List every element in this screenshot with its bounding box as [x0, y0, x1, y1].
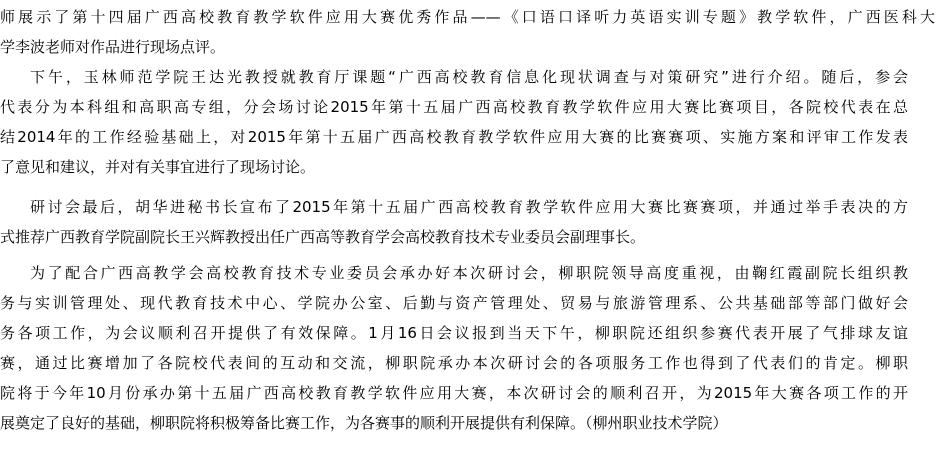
- paragraph-line: 务各项工作，为会议顺利召开提供了有效保障。1月16日会议报到当天下午，柳职院还组织参赛代表开展了气排球友谊: [0, 324, 908, 342]
- paragraph-line: 下午，玉林师范学院王达光教授就教育厅课题“广西高校教育信息化现状调查与对策研究”进行介绍。随后，参会: [30, 68, 908, 86]
- paragraph-line: 结2014年的工作经验基础上，对2015年第十五届广西高校教育教学软件应用大赛的比赛赛项、实施方案和评审工作发表: [0, 128, 908, 146]
- paragraph-line: 式推荐广西教育学院副院长王兴辉教授出任广西高等教育学会高校教育技术专业委员会副理事长。: [0, 228, 646, 246]
- paragraph-line: 了意见和建议，并对有关事宜进行了现场讨论。: [0, 158, 316, 176]
- paragraph-line: 师展示了第十四届广西高校教育教学软件应用大赛优秀作品——《口语口译听力英语实训专题》教学软件，广西医科大: [0, 8, 935, 26]
- paragraph-line: 务与实训管理处、现代教育技术中心、学院办公室、后勤与资产管理处、贸易与旅游管理系、公共基础部等部门做好会: [0, 294, 908, 312]
- paragraph-line: 展奠定了良好的基础，柳职院将积极筹备比赛工作，为各赛事的顺利开展提供有利保障。（柳州职业技术学院）: [0, 414, 728, 432]
- paragraph-line: 为了配合广西高教学会高校教育技术专业委员会承办好本次研讨会，柳职院领导高度重视，由鞠红霞副院长组织教: [30, 264, 908, 282]
- paragraph-line: 院将于今年10月份承办第十五届广西高校教育教学软件应用大赛，本次研讨会的顺利召开，为2015年大赛各项工作的开: [0, 384, 908, 402]
- paragraph-line: 代表分为本科组和高职高专组，分会场讨论2015年第十五届广西高校教育教学软件应用大赛比赛项目，各院校代表在总: [0, 98, 908, 116]
- paragraph-line: 赛，通过比赛增加了各院校代表间的互动和交流，柳职院承办本次研讨会的各项服务工作也得到了代表们的肯定。柳职: [0, 354, 908, 372]
- paragraph-line: 学李波老师对作品进行现场点评。: [0, 38, 226, 56]
- paragraph-line: 研讨会最后，胡华进秘书长宣布了2015年第十五届广西高校教育教学软件应用大赛比赛赛项，并通过举手表决的方: [30, 198, 908, 216]
